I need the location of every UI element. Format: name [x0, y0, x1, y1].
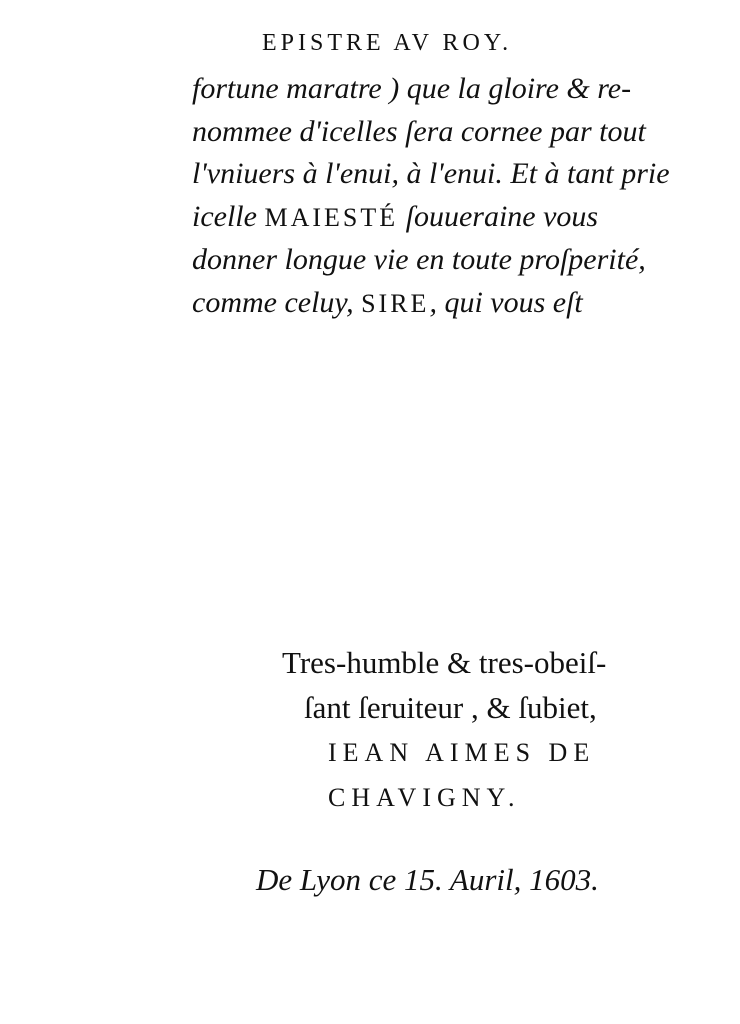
text-fragment: icelle — [192, 199, 265, 233]
majesty-word: MAIESTÉ — [264, 202, 399, 232]
signature-line: ſant ſeruiteur , & ſubiet, — [304, 690, 597, 725]
text-line: l'vniuers à l'enui, à l'enui. Et à tant prie — [192, 157, 670, 190]
dedication-text — [192, 68, 670, 325]
dateline: De Lyon ce 15. Auril, 1603. — [256, 862, 599, 897]
text-fragment: comme celuy, — [192, 285, 362, 319]
text-fragment: ſouueraine vous — [398, 199, 599, 233]
text-line — [192, 196, 662, 240]
text-line: fortune maratre ) que la gloire & re- — [192, 72, 632, 105]
author-name: IEAN AIMES DE — [328, 738, 596, 767]
text-fragment: , qui vous eſt — [429, 285, 583, 319]
signature-block — [282, 640, 682, 820]
author-surname: CHAVIGNY. — [328, 783, 521, 812]
text-line — [192, 282, 662, 326]
sire-word: SIRE — [361, 288, 430, 318]
running-head: EPISTRE AV ROY. — [262, 30, 513, 56]
text-line: donner longue vie en toute proſperité, — [192, 243, 646, 276]
text-line: nommee d'icelles ſera cornee par tout — [192, 114, 646, 148]
signature-line: Tres-humble & tres-obeiſ- — [282, 645, 607, 680]
